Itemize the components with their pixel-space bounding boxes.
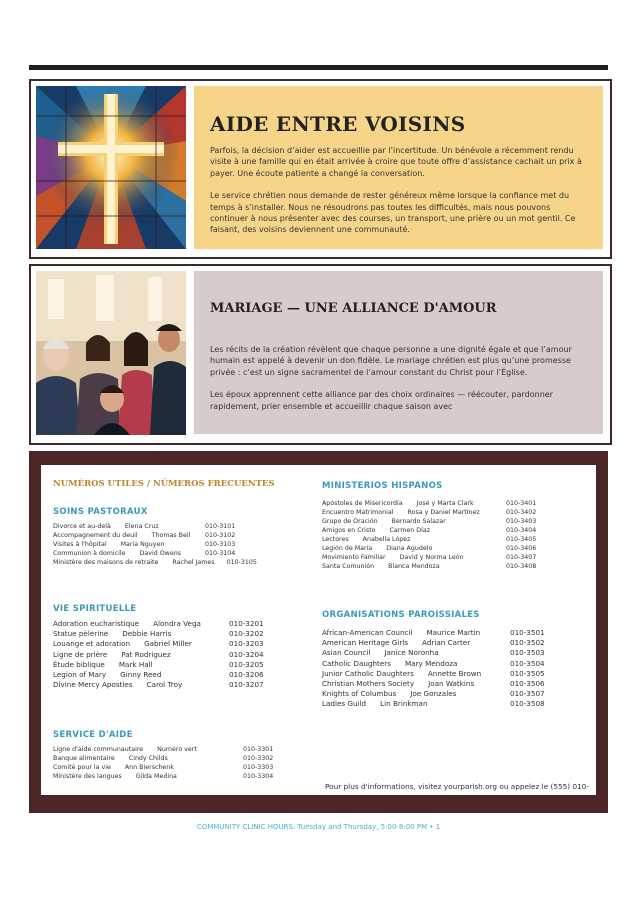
contact-phone: 010-3506 [510, 679, 545, 689]
article-card-neighbors [29, 79, 612, 259]
contact-person: Diana Agudelo [386, 545, 433, 552]
contact-ministry: Legión de María [322, 545, 373, 552]
contact-phone: 010-3201 [229, 619, 264, 628]
contact-person: David y Norma León [399, 554, 464, 561]
contact-row [53, 763, 313, 772]
article-title: AIDE ENTRE VOISINS [210, 112, 466, 136]
contact-row [322, 562, 592, 571]
contact-ministry: Amigos en Cristo [322, 527, 376, 534]
contact-person: Cindy Childs [128, 755, 168, 763]
contact-phone: 010-3207 [229, 680, 264, 690]
article-title: MARIAGE — UNE ALLIANCE D'AMOUR [210, 301, 497, 316]
contact-person: José y Marta Clark [416, 500, 474, 507]
section-heading: SOINS PASTORAUX [53, 507, 148, 517]
contact-person: Lin Brinkman [380, 699, 428, 709]
contact-person: Carol Troy [146, 680, 183, 690]
section-spiritual-life [53, 604, 313, 690]
directory-panel [41, 465, 596, 802]
contact-ministry: Legion of Mary [53, 670, 107, 680]
contact-phone: 010-3102 [205, 532, 236, 539]
contact-ministry: Lectores [322, 536, 349, 543]
contact-row [322, 699, 592, 709]
contact-row [53, 549, 313, 558]
contact-person: David Owens [139, 550, 181, 557]
section-heading: MINISTERIOS HISPANOS [322, 481, 443, 491]
contact-ministry: Divorce et au-delà [53, 523, 111, 530]
contact-phone: 010-3407 [506, 554, 537, 561]
article-card-marriage [29, 264, 612, 445]
contact-row [53, 660, 313, 670]
contact-ministry: American Heritage Girls [322, 638, 409, 648]
contact-row [322, 526, 592, 535]
contact-person: Numéro vert [157, 746, 197, 754]
contact-phone: 010-3507 [510, 689, 545, 699]
contact-ministry: Visites à l'hôpital [53, 541, 107, 548]
contact-phone: 010-3503 [510, 648, 545, 658]
contact-phone: 010-3203 [229, 639, 264, 649]
contact-row [53, 670, 313, 680]
clinic-hours-footer: COMMUNITY CLINIC HOURS: Tuesday and Thursday, 5:00-8:00 PM • 1 [196, 823, 441, 831]
contact-row [53, 619, 313, 629]
contact-row [322, 659, 592, 669]
contact-phone: 010-3104 [205, 550, 236, 557]
contact-ministry: Communion à domicile [53, 550, 126, 557]
article-body [210, 145, 587, 236]
contact-phone: 010-3103 [205, 541, 236, 548]
contact-phone: 010-3406 [506, 545, 537, 552]
contact-phone: 010-3505 [510, 668, 545, 678]
contact-row [53, 639, 313, 649]
contact-phone: 010-3508 [510, 699, 545, 709]
section-pastoral-care [53, 507, 313, 567]
contact-person: Bernardo Salazar [391, 518, 446, 525]
contact-ministry: Adoration eucharistique [53, 619, 140, 628]
contact-ministry: Santa Comunión [322, 563, 375, 570]
wedding-guests-image [36, 271, 186, 435]
contact-row [322, 499, 592, 508]
contact-phone: 010-3408 [506, 563, 537, 570]
contact-row [322, 638, 592, 648]
contact-phone: 010-3202 [229, 629, 264, 639]
contact-person: Anabella López [362, 536, 411, 543]
contact-phone: 010-3504 [510, 658, 545, 668]
contact-list [53, 522, 313, 567]
contact-ministry: Ligne d'aide communautaire [53, 746, 144, 754]
contact-row [53, 522, 313, 531]
contact-row [322, 553, 592, 562]
contact-ministry: Grupo de Oración [322, 518, 378, 525]
contact-list [53, 745, 313, 781]
directory-main-heading: NUMÉROS UTILES / NÚMEROS FRECUENTES [53, 479, 275, 489]
contact-person: Joan Watkins [428, 679, 475, 689]
contact-phone: 010-3401 [506, 500, 537, 507]
contact-ministry: Divine Mercy Apostles [53, 680, 133, 690]
directory-right-column [322, 481, 592, 710]
contact-person: Gilda Medina [135, 773, 177, 781]
contact-person: Blanca Mendoza [388, 563, 440, 570]
contact-phone: 010-3204 [229, 649, 264, 659]
contact-phone: 010-3302 [243, 755, 274, 763]
contact-person: Adrian Carter [422, 638, 471, 648]
contact-row [53, 754, 313, 763]
contact-phone: 010-3405 [506, 536, 537, 543]
contact-ministry: Comité pour la vie [53, 764, 111, 772]
contact-ministry: Statue pèlerine [53, 629, 109, 639]
contact-row [53, 558, 313, 567]
contact-phone: 010-3402 [506, 509, 537, 516]
contact-ministry: Accompagnement du deuil [53, 532, 138, 539]
contact-phone: 010-3301 [243, 746, 274, 754]
contact-ministry: African-American Council [322, 628, 413, 637]
contact-phone: 010-3404 [506, 527, 537, 534]
contact-phone: 010-3105 [226, 559, 257, 566]
contact-person: Annette Brown [427, 668, 482, 678]
contact-ministry: Knights of Columbus [322, 689, 397, 699]
contact-phone: 010-3501 [510, 628, 545, 637]
contact-ministry: Louange et adoration [53, 639, 131, 649]
contact-list [53, 619, 313, 690]
contact-person: Joe Gonzales [410, 689, 457, 699]
contact-ministry: Ligne de prière [53, 649, 108, 659]
stained-glass-cross-image [36, 86, 186, 249]
contact-row [322, 689, 592, 699]
contact-person: Ann Bierschenk [124, 764, 174, 772]
contact-person: Ginny Reed [120, 670, 162, 680]
contact-person: Debbie Harris [122, 629, 172, 639]
contact-person: Carmen Díaz [389, 527, 431, 534]
contact-phone: 010-3304 [243, 773, 274, 781]
contact-ministry: Junior Catholic Daughters [322, 668, 414, 678]
contact-person: Alondra Vega [153, 619, 201, 628]
contact-ministry: Ministère des maisons de retraite [53, 559, 159, 566]
contact-row [322, 544, 592, 553]
section-hispanic-ministries [322, 481, 592, 571]
contact-phone: 010-3303 [243, 764, 274, 772]
article-paragraph: Les récits de la création révèlent que chaque personne a une dignité égale et que l’amour humain est appelé à devenir un don fidèle. Le mariage chrétien est plus qu’une promesse privée : c’est un signe sacramentel de l’amour constant du Christ pour l’Église. [210, 345, 572, 377]
contact-row [53, 531, 313, 540]
contact-row [53, 680, 313, 690]
contact-phone: 010-3502 [510, 638, 545, 648]
contact-ministry: Christian Mothers Society [322, 679, 415, 689]
contact-ministry: Encuentro Matrimonial [322, 509, 394, 516]
contact-row [53, 745, 313, 754]
contact-person: Janice Noronha [384, 648, 439, 658]
contact-row [53, 540, 313, 549]
article-body [210, 344, 587, 412]
contact-ministry: Banque alimentaire [53, 755, 115, 763]
contact-phone: 010-3101 [205, 523, 236, 530]
contact-person: Maurice Martin [426, 628, 481, 637]
contact-person: Mark Hall [118, 659, 153, 669]
contact-phone: 010-3403 [506, 518, 537, 525]
article-panel-marriage [194, 271, 603, 434]
contact-person: Gabriel Miller [144, 639, 192, 649]
contact-row [53, 629, 313, 639]
contact-person: Rachel James [172, 559, 215, 566]
contact-row [322, 508, 592, 517]
section-heading: SERVICE D'AIDE [53, 730, 133, 741]
contact-ministry: Ministère des langues [53, 773, 122, 781]
contact-row [322, 648, 592, 658]
contact-row [322, 517, 592, 526]
article-panel-neighbors [194, 86, 603, 249]
section-heading: ORGANISATIONS PAROISSIALES [322, 610, 480, 620]
article-paragraph: Le service chrétien nous demande de rester généreux même lorsque la confiance met du temps à s’installer. Nous ne résoudrons pas toutes les difficultés, mais nous pouvons continuer à nous présenter avec des courses, un transport, une prière ou un mot gentil. Ce faisant, des voisins deviennent une communauté. [210, 191, 576, 235]
article-paragraph: Les époux apprennent cette alliance par des choix ordinaires — réécouter, pardonner rapidement, prier ensemble et accueillir chaque saison avec [210, 390, 553, 411]
contact-phone: 010-3205 [229, 659, 264, 669]
directory-frame [29, 451, 608, 813]
directory-left-column [53, 479, 313, 781]
contact-person: Rosa y Daniel Martínez [407, 509, 480, 516]
contact-person: Maria Nguyen [120, 541, 165, 548]
contact-list [322, 628, 592, 710]
contact-row [322, 628, 592, 638]
contact-ministry: Apóstoles de Misericordia [322, 500, 403, 507]
contact-row [53, 650, 313, 660]
contact-ministry: Ladies Guild [322, 699, 367, 709]
contact-list [322, 499, 592, 571]
contact-row [322, 679, 592, 689]
contact-ministry: Étude biblique [53, 659, 105, 669]
contact-ministry: Asian Council [322, 648, 371, 658]
contact-row [322, 669, 592, 679]
article-paragraph: Parfois, la décision d’aider est accueillie par l’incertitude. Un bénévole a récemment rendu visite à une famille qui en était arrivée à croire que toute offre d’assistance cachait un prix à payer. Une écoute patiente a changé la conversation. [210, 146, 582, 178]
section-aid-service [53, 730, 313, 781]
contact-person: Pat Rodriguez [121, 649, 171, 659]
contact-ministry: Catholic Daughters [322, 658, 391, 668]
section-heading: VIE SPIRITUELLE [53, 604, 137, 614]
info-note: Pour plus d'informations, visitez yourparish.org ou appelez le (555) 010-2400 [324, 782, 590, 802]
section-parish-organizations [322, 610, 592, 710]
contact-row [322, 535, 592, 544]
contact-row [53, 772, 313, 781]
contact-person: Thomas Bell [151, 532, 191, 539]
contact-phone: 010-3206 [229, 670, 264, 680]
top-divider [29, 65, 608, 70]
contact-ministry: Movimiento Familiar [322, 554, 386, 561]
contact-person: Elena Cruz [124, 523, 159, 530]
contact-person: Mary Mendoza [404, 658, 458, 668]
